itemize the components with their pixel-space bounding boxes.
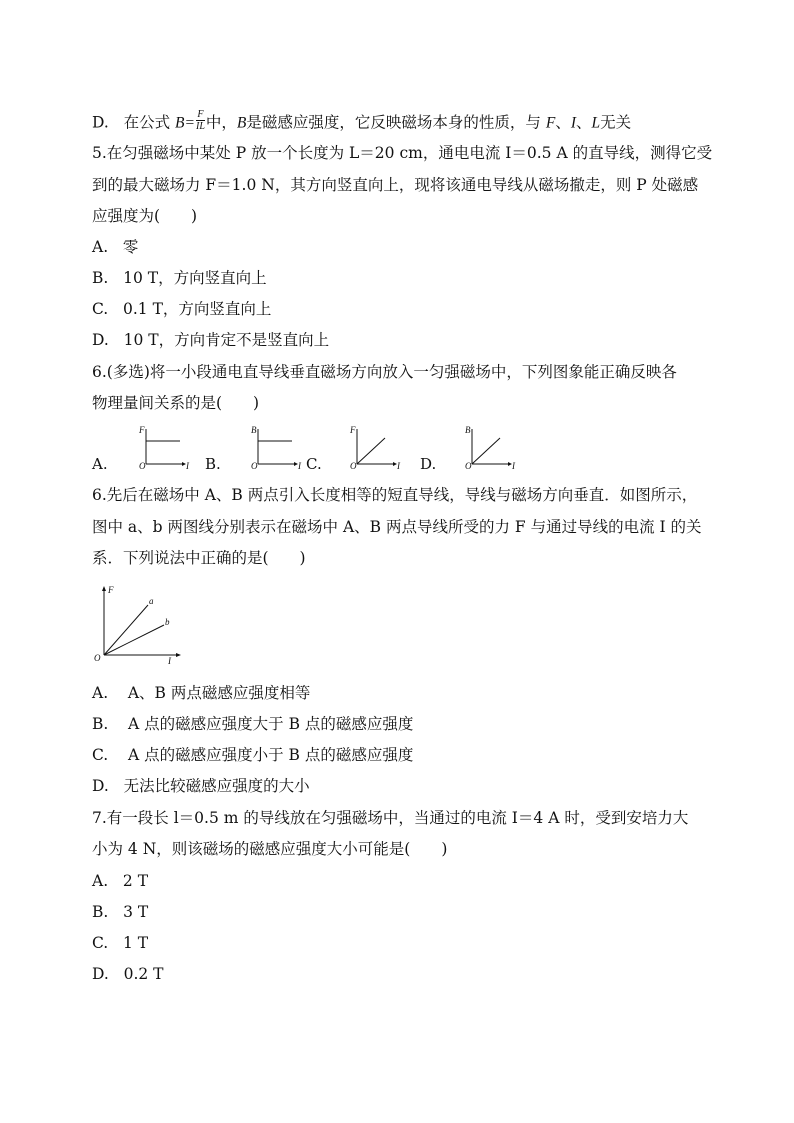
q6b-fi-graph — [92, 583, 184, 669]
q6a-stem-line-2: 物理量间关系的是( ) — [92, 394, 260, 412]
graph-d-line — [472, 438, 500, 464]
graph-a-y-label: F — [139, 425, 145, 435]
fi-graph-x-arrow — [176, 653, 181, 657]
prev-question-option-d: D. 在公式 B= $\frac{F}{IL}$ 中，B是磁感应强度，它反映磁场本身的性质，与 F、I、L无关 — [92, 109, 632, 132]
graph-c-origin-label: O — [350, 461, 357, 471]
graph-c-x-label: I — [397, 461, 400, 471]
q5-option-a[interactable]: A. 零 — [92, 238, 139, 256]
formula-lhs: B= — [175, 114, 195, 132]
q6a-graph-option-b-label[interactable]: B. — [205, 455, 221, 473]
q6a-graph-a[interactable] — [134, 424, 196, 474]
q7-option-d[interactable]: D. 0.2 T — [92, 965, 164, 983]
fi-graph-y-arrow — [102, 586, 106, 591]
q5-stem-line-2: 到的最大磁场力 F＝1.0 N，其方向竖直向上，现将该通电导线从磁场撤走，则 P 处磁感 — [92, 176, 699, 194]
q6a-graph-b[interactable] — [246, 424, 308, 474]
q5-stem-line-1: 5.在匀强磁场中某处 P 放一个长度为 L＝20 cm，通电电流 I＝0.5 A 的直导线，测得它受 — [92, 144, 713, 162]
fi-graph-line-b — [104, 625, 164, 655]
q7-option-c[interactable]: C. 1 T — [92, 934, 149, 952]
q5-option-c[interactable]: C. 0.1 T，方向竖直向上 — [92, 300, 272, 318]
q6b-stem-line-3: 系．下列说法中正确的是( ) — [92, 549, 306, 567]
graph-b-origin-label: O — [251, 461, 258, 471]
q7-stem-line-2: 小为 4 N，则该磁场的磁感应强度大小可能是( ) — [92, 840, 448, 858]
fi-graph-line-a — [104, 605, 148, 655]
graph-a-origin-label: O — [139, 461, 146, 471]
graph-c-line — [357, 438, 385, 464]
q6a-graph-c[interactable] — [345, 424, 407, 474]
fi-graph-label-a: a — [149, 596, 154, 606]
q7-stem-line-1: 7.有一段长 l＝0.5 m 的导线放在匀强磁场中，当通过的电流 I＝4 A 时，受到安培力大 — [92, 809, 689, 827]
q6a-graph-option-c-label[interactable]: C. — [306, 455, 322, 473]
q5-option-b[interactable]: B. 10 T，方向竖直向上 — [92, 269, 267, 287]
q6a-graph-option-d-label[interactable]: D. — [420, 455, 437, 473]
graph-d-y-label: B — [465, 425, 471, 435]
fi-graph-origin-label: O — [94, 653, 101, 663]
graph-b-x-label: I — [298, 461, 301, 471]
q6a-stem-line-1: 6.(多选)将一小段通电直导线垂直磁场方向放入一匀强磁场中，下列图象能正确反映各 — [92, 363, 677, 381]
q6b-stem-line-1: 6.先后在磁场中 A、B 两点引入长度相等的短直导线，导线与磁场方向垂直．如图所示， — [92, 486, 698, 504]
graph-b-y-label: B — [251, 425, 257, 435]
q5-option-d[interactable]: D. 10 T，方向肯定不是竖直向上 — [92, 331, 330, 349]
fi-graph-x-label: I — [168, 656, 171, 666]
q7-option-b[interactable]: B. 3 T — [92, 903, 149, 921]
graph-d-origin-label: O — [465, 461, 472, 471]
q6a-graph-d[interactable] — [460, 424, 522, 474]
q6b-option-b[interactable]: B. A 点的磁感应强度大于 B 点的磁感应强度 — [92, 715, 414, 733]
graph-d-x-label: I — [512, 461, 515, 471]
formula-fraction: $\frac{F}{IL}$ — [195, 109, 205, 132]
q6b-option-d[interactable]: D. 无法比较磁感应强度的大小 — [92, 777, 310, 795]
q6b-stem-line-2: 图中 a、b 两图线分别表示在磁场中 A、B 两点导线所受的力 F 与通过导线的电流 I 的关 — [92, 518, 702, 536]
q5-stem-line-3: 应强度为( ) — [92, 207, 198, 225]
fi-graph-y-label: F — [108, 585, 114, 595]
q6b-option-c[interactable]: C. A 点的磁感应强度小于 B 点的磁感应强度 — [92, 746, 414, 764]
fi-graph-label-b: b — [165, 617, 170, 627]
q6a-graph-option-a-label[interactable]: A. — [92, 455, 108, 473]
q6b-option-a[interactable]: A. A、B 两点磁感应强度相等 — [92, 684, 311, 702]
graph-a-x-label: I — [186, 461, 189, 471]
graph-c-y-label: F — [350, 425, 356, 435]
q7-option-a[interactable]: A. 2 T — [92, 872, 149, 890]
